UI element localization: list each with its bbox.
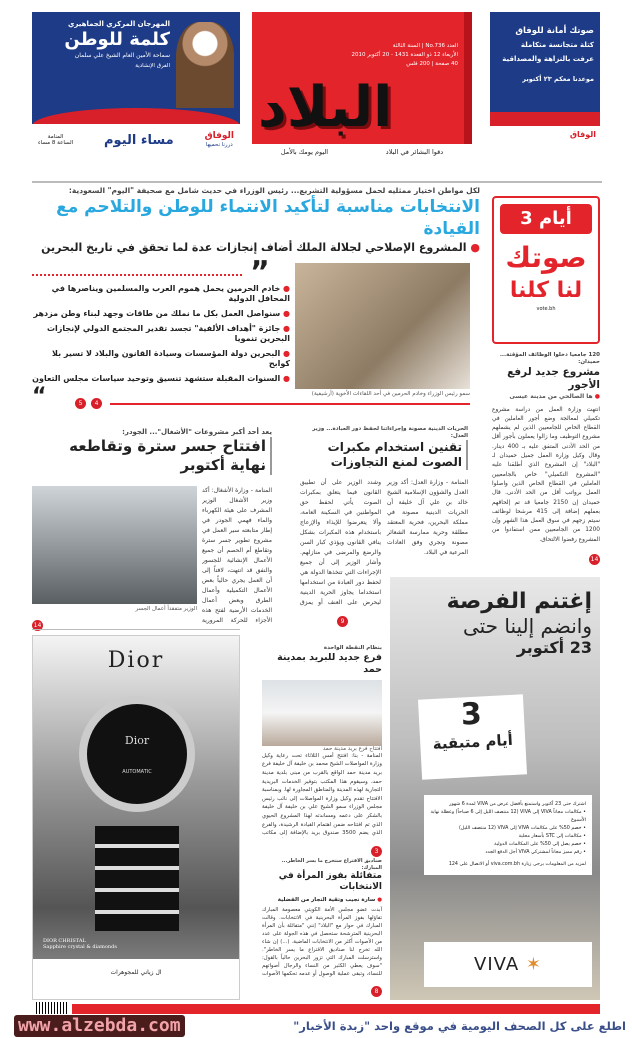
ad-line1: صوتك [505,241,587,274]
story-women: صناديق الاقتراع ستخرج ما يسر الخاطر... المبارك: متفائلة بفوز المرأة في الانتخابات ● سارة نجيب وتقية النجار من الفضلية أبدت عضو مجلس الأمة الكويتي معصومة المبارك تفاؤلها بفوز المرأة البحرينية في الانتخابات. وقالت المبارك في حوار مع "البلاد" إنني "متفائلة بأن المرأة البحرينية المترشحة ستحصل في هذه الجولة على عدد من الأصوات أكثر من الانتخابات الماضية. (...) إن شاء الله تخرج لنا صناديق الاقتراع ما يسر الخاطر". واسترسلت المبارك التي تزور البحرين حالياً بالقول: "سوف يعطي الكثير من النساء والرجال أصواتهم للنساء، وتبقى عملية الوصول أو عدمه تحكمها الأصوات 8 [262,858,382,995]
bridge-headline[interactable]: افتتاح جسر سترة وتقاطعه نهاية أكتوبر [32,437,272,475]
ad-when: مساء اليوم [104,132,174,148]
barcode [36,1002,68,1014]
post-photo[interactable] [262,680,382,746]
divider [32,629,240,630]
retailer: ال زياني للمجوهرات [33,959,239,999]
ad-viva[interactable]: إغتنم الفرصة وانضم إلينا حتى 23 أكتوبر 3 أيام متبقية اشترك حتى 23 أكتوبر واستمتع بأفضل عرض من VIVA لمدة 6 شهور • مكالمات مجاناً VIVA إلى VIVA (12 منتصف الليل إلى 6 صباحاً) وعطلة نهاية الأسبوع • خصم 50% على مكالمات VIVA إلى VIVA (12 منتصف الليل) • مكالمات إلى STC بأسعار محلية • خصم يصل إلى 50% على المكالمات الدولية • رقم مميز مجاناً لمشتركي VIVA أجل الدفع الجدد لمزيد من المعلومات يرجى زيارة viva.com.bh أو الاتصال على 124 VIVA ✶ [390,577,600,1000]
lead-photo[interactable] [295,263,470,389]
story-justice: الحريات الدينية مصونة وإجراءاتنا لحفظ دور العبادة... وزير العدل: تقنين استخدام مكبرات الصوت لمنع التجاوزات المنامة - وزارة العدل: أكد وزير العدل والشؤون الإسلامية الشيخ خالد بن علي آل خليفة أن الحريات الدينية مصونة في مملكة البحرين، فحرية المعتقد مطلقة وحرية ممارسة الشعائر مصونة وتجري وفق العادات المرعية في البلاد. وشدد الوزير على أن تطبيق القانون فيما يتعلق بمكبرات الصوت يأتي لحفظ حق المواطنين في السكينة العامة، وألا يتعرضوا للإيذاء والإزعاج باستخدام هذه المكبرات بشكل ينافي القانون ويؤذي كبار السن والرضع والمرضى في منازلهم. وأشار الوزير إلى أن جميع الإجراءات التي تتخذها الدولة هي لحفظ دور العبادة من استخدامها استخداما يجاوز الحرية الدينية ليحرض على العنف أو يمزق 9 [300,426,468,626]
issue-info: العدد No.736 | السنة الثالثة الأربعاء 12 ذو القعدة 1431 - 20 أكتوبر 2010 40 صفحة | 200 فلس [351,43,458,67]
ad-url: vote.bh [536,306,556,312]
speaker-photo [176,22,234,108]
page-refs: 5 4 [75,390,102,409]
bridge-body: المنامة - وزارة الأشغال: أكد وزير الأشغال الوزير المشرف على هيئة الكهرباء والماء فهمي الجودر في إطار متابعته سير العمل في مشروع تطوير جسر سترة وتقاطع أم الحصم أن جميع الأعمال الإنشائية للجسور والنفق قد انتهت، لافتاً إلى أن العمل يجري حالياً بعض الأعمال التكميلية وأعمال الطرق وبعض أعمال الخدمات الأرضية لفتح هذه الأجزاء للحركة المرورية [202,487,272,624]
ad-headline: كلمة للوطن [64,29,170,50]
ad-place: المنامة الساعة 8 مساء [38,134,74,146]
bullet: ● جائزة "أهداف الألفية" تجسد تقدير المجتمع الدولي لإنجازات البحرين تنمويا [32,324,290,344]
wefaq-slogan: دررنا نحميها [205,141,233,148]
protest-sign: 3 أيام متبقية [418,694,527,779]
bridge-caption: الوزير متفقداً أعمال الجسر [135,606,197,612]
viva-offers: اشترك حتى 23 أكتوبر واستمتع بأفضل عرض من VIVA لمدة 6 شهور • مكالمات مجاناً VIVA إلى VIVA (12 منتصف الليل إلى 6 صباحاً) وعطلة نهاية الأسبوع • خصم 50% على مكالمات VIVA إلى VIVA (12 منتصف الليل) • مكالمات إلى STC بأسعار محلية • خصم يصل إلى 50% على المكالمات الدولية • رقم مميز مجاناً لمشتركي VIVA أجل الدفع الجدد لمزيد من المعلومات يرجى زيارة viva.com.bh أو الاتصال على 124 [424,795,592,875]
taglines: اليوم يومك بالأمل دقوا البشائر في البلاد [252,144,472,160]
ad-title: المهرجان المركزي الجماهيري [67,20,170,28]
ad-wefaq-vote[interactable] [490,12,600,156]
dior-logo: Dior [107,648,165,673]
ad-vote[interactable] [492,196,600,344]
lead-headline[interactable]: الانتخابات مناسبة لتأكيد الانتماء للوطن والتلاحم مع القيادة [56,196,480,239]
watermark-text: اطلع على كل الصحف اليومية في موقع واحد "زبدة الأخبار" [293,1019,626,1033]
ad-band: الفرق الإنشادية [135,63,170,69]
ad-speaker: سماحة الأمين العام الشيخ علي سلمان [74,52,170,59]
ad-text: صوتك أمانة للوفاق كتلة متجانسة متكاملة عرفت بالنزاهة والمصداقية موعدنا معكم ٢٣ أكتوبر [502,26,594,83]
quote-rule [32,274,242,276]
story-bridge: يعد أحد أكبر مشروعات "الأشغال"... الجودر: افتتاح جسر سترة وتقاطعه نهاية أكتوبر [32,428,272,475]
ad-days: 3 أيام [500,204,592,234]
story-wages: 120 جامعيا دخلوا الوظائف المؤقتة... حميدان: مشروع جديد لرفع الأجور ● ها الصالحي من مدينة عيسى انتهت وزارة العمل من دراسة مشروع تكميلي لمعالجة وضع أجور العاملين في القطاع الخاص للجامعيين الذين لم يشملهم مشروع التوظيف وما زالوا يعملون بأجور أقل من الحد الأدنى المتفق عليه بـ 400 دينار. وقال وكيل وزارة العمل جميل حميدان لـ "البلاد" إن المشروع الذي أطلقنا عليه "المشروع التكميلي" خاص بالجامعيين العاملين في القطاع الخاص الذين واصلوا العمل برواتب أقل من الحد الأدنى. قال حميدان إن 2150 جامعيا قد تم إلحاقهم بعملهم إضافة إلى 415 مرشحا لوظائف سيتم زجهم في سوق العمل هذا الشهر وإن 1200 من الجامعيين ممن استفادوا من المشروع رفضوا الالتحاق. 14 [492,352,600,563]
justice-headline[interactable]: تقنين استخدام مكبرات الصوت لمنع التجاوزات [300,440,468,470]
product-name: DIOR CHRISTAL Sapphire crystal & diamonds [43,938,117,950]
lead-bullets [32,284,290,389]
viva-logo: VIVA ✶ [424,942,592,987]
post-headline[interactable]: فرع جديد للبريد بمدينة حمد [277,652,382,676]
women-headline[interactable]: متفائلة بفوز المرأة في الانتخابات [278,871,382,893]
page-ref: 14 [33,622,42,629]
wefaq-logo: الوفاق دررنا نحميها [204,131,234,148]
newspaper-logo: البلاد [258,75,393,140]
red-rule [110,403,470,405]
divider [32,181,602,183]
quote-close-icon: “ [32,384,47,409]
bridge-photo[interactable] [32,486,197,604]
ad-footer [32,124,240,156]
ad-line2: لنا كلنا [509,278,583,303]
ad-text-block [38,20,170,69]
wages-headline[interactable]: مشروع جديد لرفع الأجور [507,366,600,392]
lead-caption: سمو رئيس الوزراء وخادم الحرمين في أحد اللقاءات الأخوية (أرشيفية) [311,391,470,397]
lead-kicker: لكل مواطن اختيار ممثليه لحمل مسؤولية التشريع... رئيس الوزراء في حديث شامل مع صحيفة "اليوم" السعودية: [68,186,480,195]
ad-dior[interactable] [32,635,240,1000]
story-post: بنظام النقطة الواحدة فرع جديد للبريد بمدينة حمد افتتاح فرع بريد مدينة حمد المنامة - بنا: افتتح أمس الثلاثاء تحت رعاية وكيل وزارة المواصلات الشيخ محمد بن خليفة آل خليفة فرع بريد مدينة حمد الواقع بالقرب من مبنى بلدية مدينة حمد، وسيقوم هذا المكتب بتوفير الخدمات البريدية التجارية لهذه المدينة والمناطق المجاورة لها. وبمناسبة الافتتاح تقدم وكيل وزارة المواصلات إلى نائب رئيس مجلس الوزراء سمو الشيخ علي بن خليفة آل خليفة بالشكر على دعمه ومساندته لهذا المشروع الحيوي الذي تم افتتاحه ضمن اهتمام القيادة الرشيدة، والفرع الذي يضم 3500 صندوق بريد بالإضافة إلى مكاتب 3 [262,645,382,855]
bullet: ● خادم الحرمين يحمل هموم العرب والمسلمين ويناصرها في المحافل الدولية [32,284,290,304]
watch-strap [95,826,179,931]
ad-wefaq-rally[interactable] [32,12,240,156]
lead-block [32,186,480,255]
red-band [490,112,600,126]
masthead [252,12,472,160]
wefaq-logo: الوفاق [490,126,600,156]
watch-dial: Dior AUTOMATIC [79,696,195,812]
bullet: ● سنواصل العمل بكل ما نملك من طاقات وجهد لبناء وطن مزدهر [32,309,290,319]
quote-mark-icon: ” [250,255,270,290]
watermark-url[interactable]: www.alzebda.com [14,1015,185,1037]
bullet: ● البحرين دولة المؤسسات وسيادة القانون والبلاد لا تسير بلا كوابح [32,349,290,369]
bullet: ● السنوات المقبلة ستشهد تنسيق وتوحيد سياسات مجلس التعاون [32,374,290,384]
lead-subheadline: ● المشروع الإصلاحي لجلالة الملك أضاف إنجازات عدة لما تحقق في تاريخ البحرين [41,240,480,254]
footer-band [72,1004,600,1014]
side-strip [464,12,472,144]
